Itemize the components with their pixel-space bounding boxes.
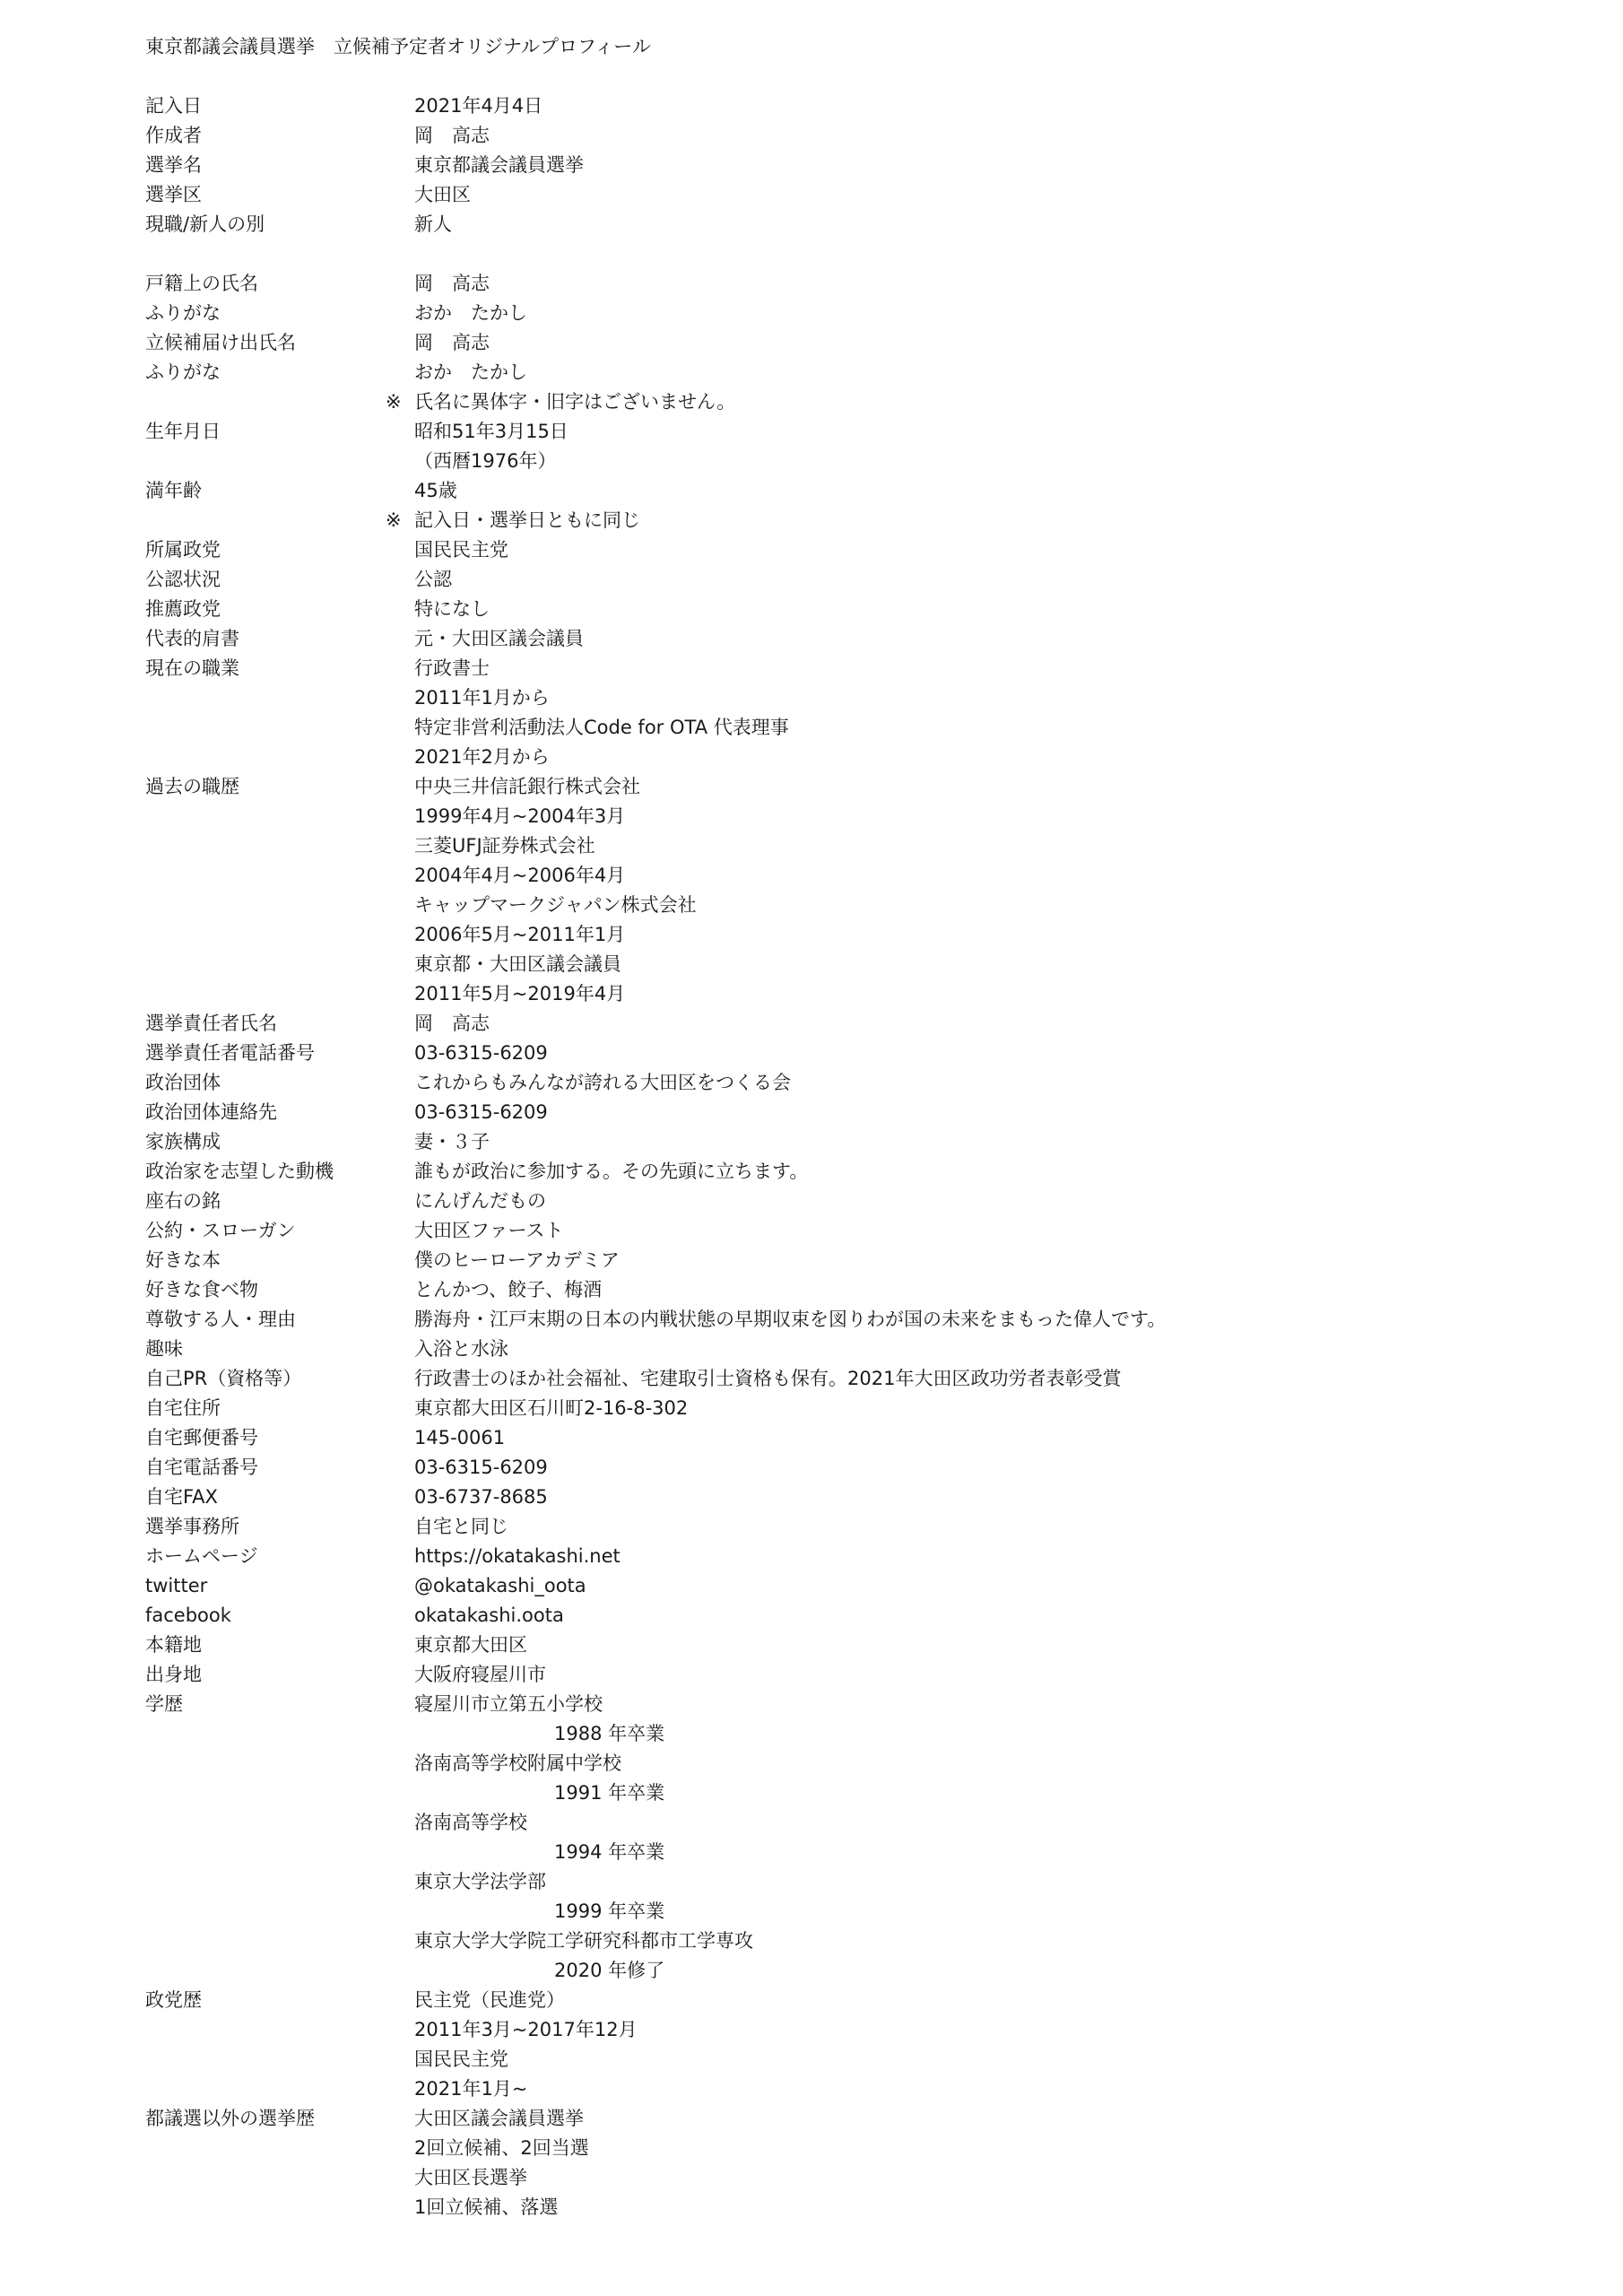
row-value: 岡 高志 <box>414 273 490 294</box>
profile-row <box>145 802 1544 831</box>
document-title: 東京都議会議員選挙 立候補予定者オリジナルプロフィール <box>145 36 651 57</box>
row-value: 03-6737-8685 <box>414 1486 548 1508</box>
profile-row <box>145 1926 1544 1956</box>
profile-row <box>145 1956 1544 1986</box>
row-value: 2004年4月~2006年4月 <box>414 865 626 886</box>
graduation-year: 1988 年卒業 <box>554 1723 665 1744</box>
profile-row <box>145 1660 1544 1690</box>
profile-row <box>145 743 1544 772</box>
note-mark: ※ <box>386 391 402 413</box>
row-label: 座右の銘 <box>145 1190 221 1212</box>
row-label: 所属政党 <box>145 539 221 561</box>
profile-row <box>145 595 1544 624</box>
profile-row <box>145 1512 1544 1542</box>
row-label: 現職/新人の別 <box>145 213 265 235</box>
row-value: https://okatakashi.net <box>414 1545 621 1567</box>
row-label: 選挙責任者氏名 <box>145 1013 277 1034</box>
row-value: 岡 高志 <box>414 332 490 353</box>
profile-row <box>145 299 1544 328</box>
graduation-year: 1999 年卒業 <box>554 1900 665 1922</box>
profile-row <box>145 447 1544 476</box>
row-value: 大田区 <box>414 184 471 205</box>
row-value: 行政書士 <box>414 657 490 679</box>
row-label: 作成者 <box>145 125 202 146</box>
profile-row <box>145 713 1544 743</box>
profile-row <box>145 654 1544 683</box>
row-value: 1回立候補、落選 <box>414 2196 559 2218</box>
profile-row <box>145 417 1544 447</box>
profile-row <box>145 2045 1544 2074</box>
profile-row <box>145 772 1544 802</box>
profile-row <box>145 2015 1544 2045</box>
row-label: 自宅電話番号 <box>145 1457 258 1478</box>
row-label: 政治家を志望した動機 <box>145 1161 334 1182</box>
row-value: @okatakashi_oota <box>414 1575 586 1596</box>
row-value: 洛南高等学校附属中学校 <box>414 1752 621 1774</box>
row-value: 特になし <box>414 598 490 620</box>
row-value: おか たかし <box>414 361 527 383</box>
profile-row <box>145 624 1544 654</box>
row-value: 中央三井信託銀行株式会社 <box>414 776 640 797</box>
profile-row <box>145 683 1544 713</box>
profile-row <box>145 210 1544 239</box>
profile-row <box>145 891 1544 920</box>
row-label: 公認状況 <box>145 569 221 590</box>
graduation-year: 1994 年卒業 <box>554 1841 665 1863</box>
profile-row <box>145 2074 1544 2104</box>
profile-row <box>145 1867 1544 1897</box>
profile-row <box>145 476 1544 506</box>
profile-row <box>145 1749 1544 1779</box>
profile-row <box>145 920 1544 950</box>
row-label: 政治団体 <box>145 1072 221 1093</box>
row-value: 公認 <box>414 569 452 590</box>
profile-row <box>145 1246 1544 1275</box>
row-label: 好きな食べ物 <box>145 1279 258 1300</box>
row-label: 出身地 <box>145 1664 202 1685</box>
row-value: 大田区ファースト <box>414 1220 564 1241</box>
profile-row <box>145 1453 1544 1483</box>
row-label: 満年齢 <box>145 480 202 501</box>
row-value: 氏名に異体字・旧字はございません。 <box>414 391 736 413</box>
row-value: これからもみんなが誇れる大田区をつくる会 <box>414 1072 791 1093</box>
row-value: 03-6315-6209 <box>414 1042 548 1064</box>
row-label: 生年月日 <box>145 421 221 442</box>
row-value: 東京都大田区石川町2-16-8-302 <box>414 1397 689 1419</box>
row-value: 僕のヒーローアカデミア <box>414 1249 620 1271</box>
row-value: 2021年4月4日 <box>414 95 543 117</box>
row-label: 公約・スローガン <box>145 1220 296 1241</box>
row-label: 家族構成 <box>145 1131 221 1152</box>
row-value: 勝海舟・江戸末期の日本の内戦状態の早期収束を図りわが国の未来をまもった偉人です。 <box>414 1309 1167 1330</box>
profile-row <box>145 1690 1544 1719</box>
row-value: 妻・３子 <box>414 1131 490 1152</box>
profile-row <box>145 506 1544 535</box>
profile-row <box>145 1364 1544 1394</box>
profile-row <box>145 1483 1544 1512</box>
note-mark: ※ <box>386 509 402 531</box>
profile-row <box>145 239 1544 269</box>
row-value: 国民民主党 <box>414 539 508 561</box>
row-label: 自宅郵便番号 <box>145 1427 258 1448</box>
row-label: 自己PR（資格等） <box>145 1368 302 1389</box>
row-value: 2021年2月から <box>414 746 550 768</box>
profile-row <box>145 1986 1544 2015</box>
profile-row <box>145 1542 1544 1571</box>
profile-row <box>145 1394 1544 1423</box>
profile-row <box>145 1631 1544 1660</box>
row-label: facebook <box>145 1605 231 1626</box>
profile-row <box>145 2104 1544 2134</box>
profile-row <box>145 1187 1544 1216</box>
profile-row <box>145 1009 1544 1039</box>
row-value: とんかつ、餃子、梅酒 <box>414 1279 603 1300</box>
row-value: 岡 高志 <box>414 1013 490 1034</box>
row-value: 昭和51年3月15日 <box>414 421 568 442</box>
profile-row <box>145 1423 1544 1453</box>
row-value: 2011年3月~2017年12月 <box>414 2019 638 2040</box>
row-value: 入浴と水泳 <box>414 1338 508 1360</box>
row-label: 好きな本 <box>145 1249 221 1271</box>
profile-row <box>145 950 1544 979</box>
row-value: 大田区議会議員選挙 <box>414 2108 584 2129</box>
graduation-year: 1991 年卒業 <box>554 1782 665 1804</box>
row-label: 推薦政党 <box>145 598 221 620</box>
row-value: 三菱UFJ証券株式会社 <box>414 835 595 857</box>
profile-row <box>145 91 1544 121</box>
row-value: 東京大学大学院工学研究科都市工学専攻 <box>414 1930 753 1952</box>
row-value: 記入日・選挙日ともに同じ <box>414 509 640 531</box>
row-label: 選挙区 <box>145 184 202 205</box>
row-label: 立候補届け出氏名 <box>145 332 296 353</box>
row-value: 東京都・大田区議会議員 <box>414 953 621 975</box>
row-value: 145-0061 <box>414 1427 506 1448</box>
row-value: おか たかし <box>414 302 527 324</box>
row-value: okatakashi.oota <box>414 1605 564 1626</box>
row-value: 2回立候補、2回当選 <box>414 2137 589 2159</box>
profile-row <box>145 1779 1544 1808</box>
row-value: 東京都大田区 <box>414 1634 527 1656</box>
row-label: 過去の職歴 <box>145 776 239 797</box>
row-value: 自宅と同じ <box>414 1516 508 1537</box>
profile-row <box>145 2193 1544 2222</box>
row-value: 特定非営利活動法人Code for OTA 代表理事 <box>414 717 789 738</box>
row-label: 自宅FAX <box>145 1486 218 1508</box>
profile-row <box>145 1335 1544 1364</box>
row-value: 東京大学法学部 <box>414 1871 546 1892</box>
row-value: 大田区長選挙 <box>414 2167 527 2188</box>
profile-row <box>145 1127 1544 1157</box>
profile-row <box>145 1039 1544 1068</box>
profile-row <box>145 1157 1544 1187</box>
profile-row <box>145 565 1544 595</box>
profile-row <box>145 1571 1544 1601</box>
row-label: 都議選以外の選挙歴 <box>145 2108 315 2129</box>
profile-row <box>145 831 1544 861</box>
row-label: 自宅住所 <box>145 1397 221 1419</box>
row-label: 選挙事務所 <box>145 1516 239 1537</box>
row-label: 政党歴 <box>145 1989 202 2011</box>
profile-rows <box>145 91 1544 2222</box>
row-label: 本籍地 <box>145 1634 202 1656</box>
row-label: 戸籍上の氏名 <box>145 273 258 294</box>
row-label: 政治団体連絡先 <box>145 1101 277 1123</box>
profile-row <box>145 1275 1544 1305</box>
row-value: 東京都議会議員選挙 <box>414 154 584 176</box>
profile-row <box>145 1719 1544 1749</box>
row-value: 寝屋川市立第五小学校 <box>414 1693 603 1715</box>
row-value: 元・大田区議会議員 <box>414 628 584 649</box>
profile-row <box>145 1808 1544 1838</box>
profile-row <box>145 328 1544 358</box>
row-label: ふりがな <box>145 302 221 324</box>
row-value: 大阪府寝屋川市 <box>414 1664 546 1685</box>
profile-row <box>145 1838 1544 1867</box>
profile-row <box>145 121 1544 151</box>
row-value: 新人 <box>414 213 452 235</box>
row-label: 現在の職業 <box>145 657 239 679</box>
row-value: 岡 高志 <box>414 125 490 146</box>
row-value: 2021年1月~ <box>414 2078 528 2100</box>
row-label: 趣味 <box>145 1338 183 1360</box>
profile-row <box>145 1098 1544 1127</box>
row-value: 2011年1月から <box>414 687 550 709</box>
profile-document <box>145 32 1544 2222</box>
row-value: にんげんだもの <box>414 1190 546 1212</box>
row-label: ホームページ <box>145 1545 258 1567</box>
profile-row <box>145 387 1544 417</box>
profile-row <box>145 2134 1544 2163</box>
profile-row <box>145 979 1544 1009</box>
row-value: 1999年4月~2004年3月 <box>414 805 626 827</box>
profile-row <box>145 358 1544 387</box>
profile-row <box>145 269 1544 299</box>
profile-row <box>145 1897 1544 1926</box>
row-value: 行政書士のほか社会福祉、宅建取引士資格も保有。2021年大田区政功労者表彰受賞 <box>414 1368 1122 1389</box>
row-label: 代表的肩書 <box>145 628 239 649</box>
row-label: 尊敬する人・理由 <box>145 1309 296 1330</box>
row-label: 学歴 <box>145 1693 183 1715</box>
row-value: キャップマークジャパン株式会社 <box>414 894 697 916</box>
row-value: 45歳 <box>414 480 457 501</box>
row-value: 国民民主党 <box>414 2048 508 2070</box>
row-value: 2011年5月~2019年4月 <box>414 983 626 1004</box>
row-label: 記入日 <box>145 95 202 117</box>
row-value: 03-6315-6209 <box>414 1101 548 1123</box>
profile-row <box>145 151 1544 180</box>
profile-row <box>145 1305 1544 1335</box>
row-value: 2006年5月~2011年1月 <box>414 924 626 945</box>
row-label: 選挙名 <box>145 154 202 176</box>
row-value: 民主党（民進党） <box>414 1989 565 2011</box>
row-value: 03-6315-6209 <box>414 1457 548 1478</box>
profile-row <box>145 1601 1544 1631</box>
profile-row <box>145 180 1544 210</box>
row-value: （西暦1976年） <box>414 450 557 472</box>
profile-row <box>145 535 1544 565</box>
profile-row <box>145 1216 1544 1246</box>
row-label: 選挙責任者電話番号 <box>145 1042 315 1064</box>
graduation-year: 2020 年修了 <box>554 1960 665 1981</box>
row-value: 誰もが政治に参加する。その先頭に立ちます。 <box>414 1161 809 1182</box>
row-label: twitter <box>145 1575 208 1596</box>
profile-row <box>145 2163 1544 2193</box>
profile-row <box>145 1068 1544 1098</box>
row-value: 洛南高等学校 <box>414 1812 527 1833</box>
profile-row <box>145 861 1544 891</box>
row-label: ふりがな <box>145 361 221 383</box>
